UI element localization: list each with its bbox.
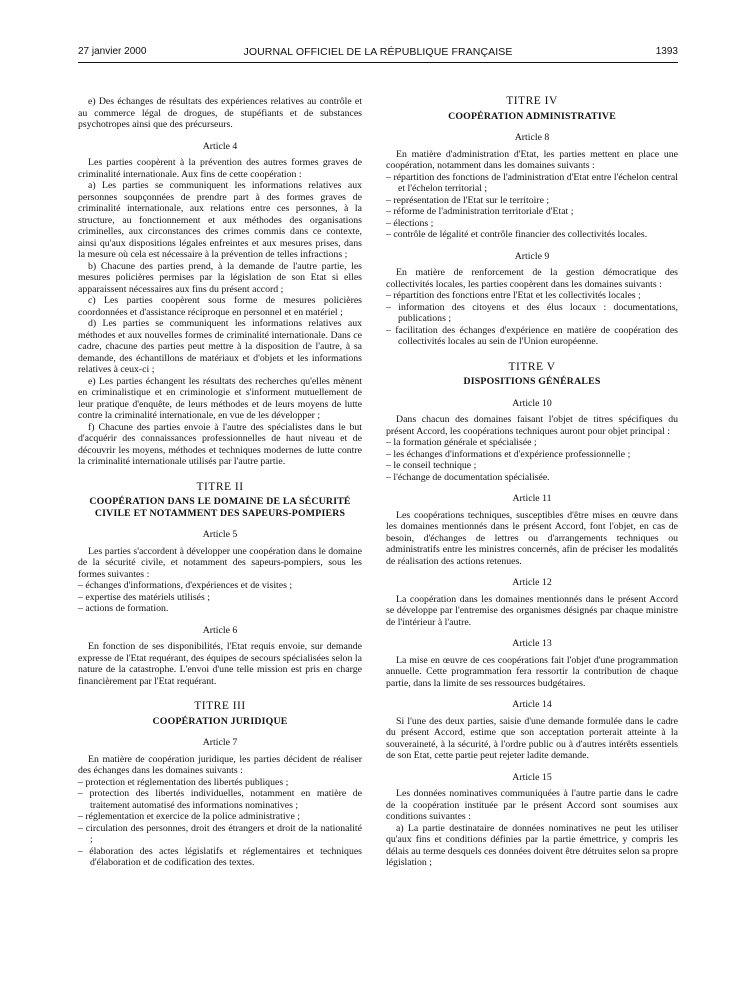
title-heading: TITRE IV — [506, 95, 558, 107]
article-heading: Article 7 — [202, 737, 238, 748]
paragraph: La coopération dans les domaines mentionnés dans le présent Accord se développe par l'entremise des organismes désignés par chaque ministre de l'intérieur à l'autre. — [386, 593, 678, 628]
bullet-list — [386, 437, 678, 483]
list-item: – élections ; — [386, 218, 678, 230]
list-item: – la formation générale et spécialisée ; — [386, 437, 678, 449]
article-heading: Article 14 — [512, 699, 552, 710]
paragraph: d) Les parties se communiquent les informations relatives aux méthodes et aux nouvelles formes de criminalité internationale. Dans ce cadre, chacune des parties peut mettre à la disposition de l'autre, à sa demande, des échantillons de matériaux et d'objets et les informations relatives à ceux-ci ; — [78, 318, 362, 375]
article-heading: Article 10 — [512, 397, 552, 409]
journal-title: JOURNAL OFFICIEL DE LA RÉPUBLIQUE FRANÇAISE — [243, 46, 513, 58]
list-item: – les échanges d'informations et d'expérience professionnelle ; — [386, 449, 678, 461]
title-heading: TITRE V — [508, 360, 556, 373]
paragraph: a) La partie destinataire de données nominatives ne peut les utiliser qu'aux fins et conditions définies par la partie émettrice, y compris les délais au terme desquels ces données doivent être détruites selon sa propre législation ; — [386, 822, 678, 868]
paragraph: En fonction de ses disponibilités, l'Etat requis envoie, sur demande expresse de l'Etat requérant, des équipes de secours spécialisées selon la nature de la catastrophe. L'envoi d'une telle mission est pris en charge financièrement par l'Etat requérant. — [78, 641, 362, 687]
paragraph: La mise en œuvre de ces coopérations fait l'objet d'une programmation annuelle. Cette programmation fera ressortir la contribution de chaque partie, dans la limite de ses ressources budgétaires. — [386, 654, 678, 689]
title-heading: TITRE II — [196, 480, 244, 493]
article-heading: Article 5 — [202, 529, 238, 540]
article-heading: Article 13 — [512, 638, 552, 649]
left-column — [78, 96, 362, 869]
list-item: – réforme de l'administration territoriale d'Etat ; — [386, 206, 678, 218]
title-heading: TITRE III — [194, 700, 246, 712]
paragraph: Les parties s'accordent à développer une coopération dans le domaine de la sécurité civile, et notamment des sapeurs-pompiers, sous les formes suivantes : — [78, 545, 362, 580]
title-subheading: DISPOSITIONS GÉNÉRALES — [463, 376, 601, 387]
article-heading: Article 8 — [514, 132, 550, 143]
list-item: – élaboration des actes législatifs et réglementaires et techniques d'élaboration et de codification des textes. — [78, 846, 362, 869]
paragraph: f) Chacune des parties envoie à l'autre des spécialistes dans le but d'acquérir des connaissances professionnelles de haut niveau et de découvrir les moyens, méthodes et techniques modernes de lutte contre la criminalité internationale utilisés par l'autre partie. — [78, 421, 362, 467]
paragraph: En matière de renforcement de la gestion démocratique des collectivités locales, les parties coopèrent dans les domaines suivants : — [386, 267, 678, 290]
title-subheading: COOPÉRATION ADMINISTRATIVE — [448, 110, 616, 122]
page-number: 1393 — [655, 46, 678, 57]
article-heading: Article 6 — [202, 624, 238, 636]
list-item: – information des citoyens et des élus locaux : documentations, publications ; — [386, 302, 678, 325]
article-heading: Article 11 — [512, 493, 552, 504]
bullet-list — [386, 290, 678, 348]
list-item: – protection et réglementation des libertés publiques ; — [78, 777, 362, 789]
right-column — [386, 96, 678, 869]
list-item: – circulation des personnes, droit des étrangers et droit de la nationalité ; — [78, 823, 362, 846]
paragraph: a) Les parties se communiquent les informations relatives aux personnes soupçonnées de prendre part à des formes graves de criminalité internationale, aux relations entre ces personnes, à la structure, au fonctionnement et aux méthodes des organisations criminelles, aux circonstances des crimes commis dans ce contexte, ainsi qu'aux dispositions légales enfreintes et aux mesures prises, dans la mesure où cela est nécessaire à la prévention de telles infractions ; — [78, 180, 362, 260]
list-item: – protection des libertés individuelles, notamment en matière de traitement automatisé des informations nominatives ; — [78, 788, 362, 811]
title-subheading: COOPÉRATION DANS LE DOMAINE DE LA SÉCURITÉ CIVILE ET NOTAMMENT DES SAPEURS-POMPIERS — [89, 496, 351, 519]
list-item: – échanges d'informations, d'expériences et de visites ; — [78, 580, 362, 592]
title-subheading: COOPÉRATION JURIDIQUE — [152, 715, 288, 727]
bullet-list — [386, 172, 678, 241]
paragraph: Les coopérations techniques, susceptibles d'être mises en œuvre dans les domaines mentionnés dans le présent Accord, font l'objet, en cas de besoin, d'échanges de lettres ou d'arrangements techniques ou administratifs entre les ministres concernés, afin de préciser les modalités de réalisation des actions retenues. — [386, 509, 678, 567]
paragraph: Si l'une des deux parties, saisie d'une demande formulée dans le cadre du présent Accord, estime que son acceptation porterait atteinte à la souveraineté, à la sécurité, à l'ordre public ou à d'autres intérêts essentiels de son Etat, cette partie peut rejeter ladite demande. — [386, 715, 678, 761]
paragraph: Les données nominatives communiquées à l'autre partie dans le cadre de la coopération instituée par le présent Accord sont soumises aux conditions suivantes : — [386, 788, 678, 822]
list-item: – contrôle de légalité et contrôle financier des collectivités locales. — [386, 229, 678, 241]
list-item: – actions de formation. — [78, 603, 362, 615]
list-item: – répartition des fonctions de l'administration d'Etat entre l'échelon central et l'échelon territorial ; — [386, 172, 678, 195]
article-heading: Article 9 — [514, 250, 550, 262]
article-heading: Article 12 — [512, 577, 552, 588]
list-item: – réglementation et exercice de la police administrative ; — [78, 811, 362, 823]
paragraph: En matière d'administration d'Etat, les parties mettent en place une coopération, notamment dans les domaines suivants : — [386, 148, 678, 171]
paragraph: En matière de coopération juridique, les parties décident de réaliser des échanges dans les domaines suivants : — [78, 753, 362, 776]
list-item: – le conseil technique ; — [386, 460, 678, 472]
paragraph: Dans chacun des domaines faisant l'objet de titres spécifiques du présent Accord, les coopérations techniques auront pour objet principal : — [386, 414, 678, 437]
paragraph: b) Chacune des parties prend, à la demande de l'autre partie, les mesures policières permises par la législation de son Etat si elles apparaissent nécessaires aux fins du présent accord ; — [78, 260, 362, 295]
list-item: – facilitation des échanges d'expérience en matière de coopération des collectivités locales au sein de l'Union européenne. — [386, 325, 678, 348]
paragraph: Les parties coopèrent à la prévention des autres formes graves de criminalité internationale. Aux fins de cette coopération : — [78, 157, 362, 180]
paragraph: e) Les parties échangent les résultats des recherches qu'elles mènent en criminalistique et en criminologie et s'informent mutuellement de leur pratique d'enquête, de leurs méthodes et de leurs moyens de lutte contre la criminalité internationale, en vue de les développer ; — [78, 375, 362, 421]
header-rule — [78, 62, 678, 63]
list-item: – l'échange de documentation spécialisée. — [386, 472, 678, 484]
article-heading: Article 4 — [202, 140, 238, 152]
bullet-list — [78, 580, 362, 615]
list-item: – répartition des fonctions entre l'Etat et les collectivités locales ; — [386, 290, 678, 302]
bullet-list — [78, 777, 362, 869]
page-header — [78, 46, 678, 60]
paragraph: e) Des échanges de résultats des expériences relatives au contrôle et au commerce légal de drogues, de stupéfiants et de substances psychotropes ainsi que des précurseurs. — [78, 96, 362, 130]
list-item: – représentation de l'Etat sur le territoire ; — [386, 195, 678, 207]
paragraph: c) Les parties coopèrent sous forme de mesures policières coordonnées et d'assistance réciproque en personnel et en matériel ; — [78, 295, 362, 318]
article-heading: Article 15 — [512, 771, 552, 783]
issue-date: 27 janvier 2000 — [78, 46, 147, 57]
list-item: – expertise des matériels utilisés ; — [78, 592, 362, 604]
